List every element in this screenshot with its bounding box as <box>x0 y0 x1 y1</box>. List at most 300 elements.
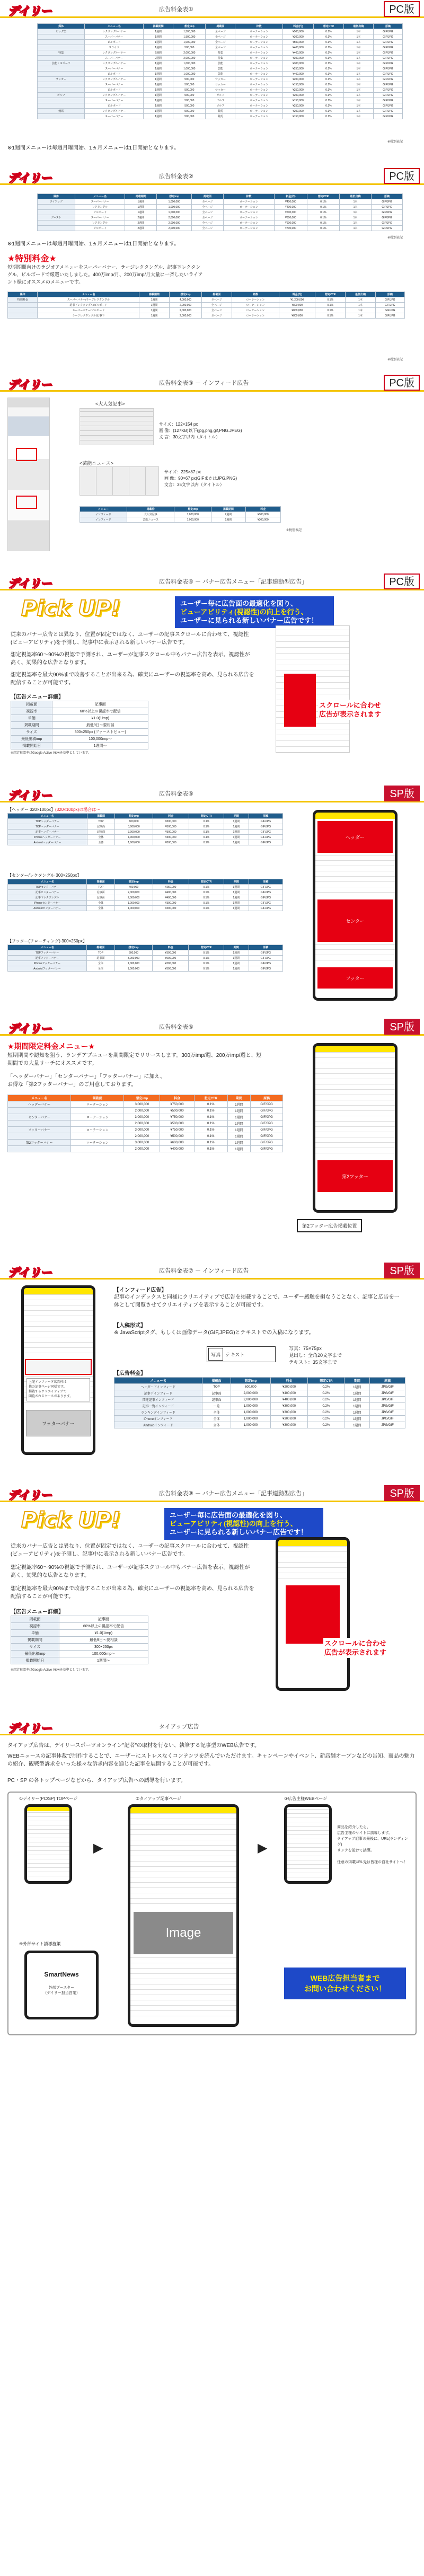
table-cell: GIF/JPG <box>249 830 282 835</box>
table-cell: 1本 <box>346 297 375 303</box>
table-cell: 1週間 <box>144 34 173 40</box>
table-cell: 0.1% <box>313 40 343 45</box>
table-cell: 0.1% <box>313 103 343 109</box>
table-cell: 1,000,000 <box>174 512 211 517</box>
table-cell: 全体 <box>202 1422 231 1428</box>
table-cell: 1週間 <box>139 308 169 313</box>
table-cell: 0.1% <box>313 109 343 114</box>
table-cell: ¥500,000 <box>282 29 313 34</box>
table-cell: 0.1% <box>313 61 343 66</box>
table-cell: 1本 <box>346 308 375 313</box>
table-cell: レクタングルバナー <box>85 50 144 56</box>
desc-2: 想定視認率60～90%の視認で予測され、ユーザーが記事スクロール中もバナー広告を表示。視認性が高く、効果的な広告となります。 <box>11 652 250 666</box>
table-cell: 1,000,000 <box>114 906 153 911</box>
table-cell: 0.1% <box>194 1127 227 1133</box>
section-sp-limited <box>0 1018 424 1251</box>
table-cell: Androidセンターバナー <box>8 906 87 911</box>
table-cell: 0.1% <box>315 308 346 313</box>
footnote: ※1週間メニューは毎週月曜開始、1ヵ月メニューは1日開始となります。 <box>7 145 180 151</box>
smartnews-sub: 外部ブースター （デイリー担当営業） <box>43 1986 80 1995</box>
sp-badge: SP版 <box>384 786 420 801</box>
table-cell: ローテーション <box>235 82 282 87</box>
table-cell: GIF/JPG <box>372 215 403 220</box>
table-cell: ¥1,200,000 <box>279 297 315 303</box>
table-cell: 1,000,000 <box>157 199 192 205</box>
desc-2: 想定視認率60～90%の視認で予測され、ユーザーが記事スクロール中もバナー広告を表示。視認性が高く、効果的な広告となります。 <box>11 1565 250 1578</box>
table-cell: 1週間 <box>125 205 157 210</box>
table-cell: 最低出稿imp <box>11 1651 59 1657</box>
table-cell: レクタングルバナー <box>85 29 144 34</box>
phone-mock <box>21 1285 95 1455</box>
table-row <box>38 93 403 98</box>
table-cell: 1,000,000 <box>114 966 153 972</box>
table-cell: GIF/JPG <box>372 205 403 210</box>
table-cell: ¥150,000 <box>282 114 313 119</box>
table-cell: 1,000,000 <box>231 1422 271 1428</box>
section-header <box>0 374 424 392</box>
table-cell: 視認率 <box>11 1623 59 1630</box>
table-cell: スーパーバナー <box>85 98 144 103</box>
table-cell <box>71 1146 124 1152</box>
table-cell: ゴルフ <box>38 93 85 98</box>
table-cell: ¥300,000 <box>153 906 189 911</box>
popular-articles-image <box>80 408 154 445</box>
table-cell: 3,000,000 <box>124 1127 160 1133</box>
table-row <box>38 40 403 45</box>
table-cell: GIF/JPG <box>373 77 402 82</box>
table-cell: 0.2% <box>308 1409 344 1416</box>
table-row <box>8 1121 283 1127</box>
article-text-bottom <box>130 1957 236 2021</box>
table-cell: ¥300,000 <box>153 835 189 840</box>
table-cell: GIF/JPG <box>373 98 402 103</box>
sp-badge: SP版 <box>384 1263 420 1278</box>
table-cell: ローテーション <box>223 215 274 220</box>
cta-line-1: WEB広告担当者まで <box>310 1974 380 1982</box>
table-cell: 1本 <box>343 87 373 93</box>
entertainment-label: <芸能ニュース> <box>80 461 114 466</box>
table-cell: 1,000,000 <box>173 66 206 72</box>
header-ad: ヘッダー <box>317 821 393 853</box>
table-cell: 1週間 <box>144 77 173 82</box>
table-cell: ¥400,000 <box>153 895 189 901</box>
table-cell: 2週間 <box>211 517 245 523</box>
table-cell <box>71 1121 124 1127</box>
table-cell: 0.1% <box>315 313 346 319</box>
spec-2: サイズ：225×87 px 画 像：90×67 px(GIFまたはJPG,PNG) 文言：35文字以内（タイトル） <box>164 470 237 487</box>
table-cell: 芸能・スポーツ <box>38 61 85 66</box>
table-cell: GIF/JPG <box>251 1108 283 1114</box>
table-cell: 1週間 <box>224 906 249 911</box>
column-header: 期間 <box>344 1378 370 1384</box>
table-cell: ¥750,000 <box>160 1114 194 1121</box>
table-cell: ローテーション <box>235 29 282 34</box>
table-cell: 0.1% <box>313 50 343 56</box>
column-header: メニュー名 <box>8 945 87 950</box>
table-cell: GIF/JPG <box>249 966 282 972</box>
phone-mock <box>313 1043 398 1213</box>
section-title: 広告料金表⑥ <box>159 1024 193 1030</box>
table-cell: 0.1% <box>189 890 224 895</box>
table-cell: 0.1% <box>313 77 343 82</box>
table-cell: 2週間 <box>125 220 157 226</box>
table-cell: iPhoneヘッダーバナー <box>8 835 87 840</box>
table-cell: 1週間～ <box>59 1657 148 1664</box>
table-cell: 1週間 <box>144 114 173 119</box>
table-row <box>11 1623 148 1630</box>
table-cell: 全ページ <box>192 205 224 210</box>
table-cell: 0.1% <box>189 956 224 961</box>
spec-1: サイズ：122×154 px 画 像：(127KB)以下(jpg,png,gif,PNG.JPEG) 文 言：30文字以内（タイトル） <box>159 422 242 439</box>
column-header: 想定imp <box>124 1095 160 1101</box>
table-cell: 0.2% <box>308 1397 344 1403</box>
section-header <box>0 572 424 590</box>
table-cell <box>38 226 75 231</box>
table-cell: ローテーション <box>232 303 279 308</box>
table-cell: 2週間 <box>211 512 245 517</box>
table-cell: 第2フッターバナー <box>8 1140 71 1146</box>
column-header: メニュー名 <box>8 814 87 819</box>
table-cell: ラージレクタングル/記事下 <box>38 313 139 319</box>
table-cell: 1週間 <box>227 1121 251 1127</box>
table-cell: 2週間 <box>144 56 173 61</box>
table-cell: 0.1% <box>189 824 224 830</box>
column-header: 原稿 <box>375 292 404 297</box>
table-cell: 0.2% <box>308 1416 344 1422</box>
section-pc-rate-2 <box>0 167 424 368</box>
table-cell: 1週間 <box>224 885 249 890</box>
table-cell: 500,000 <box>173 77 206 82</box>
table-cell: 0.1% <box>315 297 346 303</box>
brand-logo: デイリー <box>7 789 51 802</box>
table-cell: 0.2% <box>308 1390 344 1397</box>
table-cell: 2,000,000 <box>157 220 192 226</box>
table-cell: 1週間 <box>224 895 249 901</box>
phone-content <box>315 1052 395 1158</box>
phone-mock <box>276 1537 350 1691</box>
column-header: 想定CTR <box>315 292 346 297</box>
tax-note: ※税別表記 <box>387 236 403 240</box>
table-cell: 単価 <box>11 715 52 722</box>
column-header: 最低出稿 <box>339 194 371 199</box>
table-cell: GIF/JPG <box>373 109 402 114</box>
table-cell: 0.1% <box>307 210 340 215</box>
table-cell: レクタングルバナー <box>85 109 144 114</box>
table-cell: サイズ <box>11 729 52 736</box>
footer-banner: フッターバナー <box>26 1410 91 1436</box>
table-cell: 500,000 <box>173 98 206 103</box>
infeed-title: 【インフィード広告】 <box>114 1287 167 1293</box>
table-cell: 掲載開始日 <box>11 743 52 749</box>
table-cell: 1本 <box>343 77 373 82</box>
table-cell: 0.1% <box>189 840 224 845</box>
table-cell: ローテーション <box>235 93 282 98</box>
section-sp-infeed <box>0 1261 424 1474</box>
table-row <box>11 743 148 749</box>
rate-table-1 <box>37 23 403 119</box>
table-cell: 2週間 <box>125 215 157 220</box>
table-cell: GIF/JPG <box>375 308 404 313</box>
table-cell: ¥300,000 <box>153 950 189 956</box>
table-cell: 300×250px <box>59 1644 148 1651</box>
table-cell: 1週間 <box>139 313 169 319</box>
table-cell: ¥250,000 <box>282 66 313 72</box>
phone-topbar <box>315 1046 395 1052</box>
brand-logo: デイリー <box>7 577 51 590</box>
table-cell: ¥500,000 <box>160 1133 194 1140</box>
table-cell: 1週間 <box>227 1140 251 1146</box>
section-header <box>0 1018 424 1036</box>
table-cell: GIF/JPG <box>251 1140 283 1146</box>
table-cell: ¥800,000 <box>279 308 315 313</box>
table-cell: 1本 <box>343 72 373 77</box>
callout-line-3: ユーザーに見られる新しいバナー広告です！ <box>170 1528 308 1536</box>
column-header: 期間 <box>224 814 249 819</box>
spec-desc: ※ JavaScriptタグ、もしくは画像データ(GIF,JPEG)とテキストでの入稿になります。 <box>114 1330 314 1336</box>
table-cell: 500,000 <box>173 45 206 50</box>
table-cell: レクタングルバナー <box>85 93 144 98</box>
table-cell: タイアップ <box>38 199 75 205</box>
column-header: メニュー名 <box>85 24 144 29</box>
column-header: 料金(円) <box>279 292 315 297</box>
table-cell: 全ページ <box>192 199 224 205</box>
table-row <box>8 895 283 901</box>
table-cell: 1本 <box>343 103 373 109</box>
table-cell: 全ページ <box>202 297 232 303</box>
table-cell: 0.1% <box>307 199 340 205</box>
footer2-caption-box: 第2フッター広告掲載位置 <box>297 1219 362 1232</box>
table-cell: 1,000,000 <box>174 517 211 523</box>
callout-line-1: ユーザー毎に広告面の最適化を図り、 <box>180 599 298 607</box>
table-cell: ¥400,000 <box>282 50 313 56</box>
table-cell: ゴルフ <box>206 103 235 109</box>
table-cell: GIF/JPG <box>249 835 282 840</box>
callout-line-1: ユーザー毎に広告面の最適化を図り、 <box>170 1511 287 1519</box>
table-cell: 1本 <box>343 114 373 119</box>
table-cell: ¥300,000 <box>245 512 280 517</box>
table-cell: ローテーション <box>235 103 282 109</box>
step-2-phone <box>128 1804 239 2027</box>
table-cell: iPhoneインフィード <box>114 1416 202 1422</box>
table-row <box>38 29 403 34</box>
table-cell: GIF/JPG <box>373 114 402 119</box>
pickup-heading: Pick UP! <box>21 596 121 621</box>
table-cell: ¥600,000 <box>274 220 307 226</box>
table-cell: 1本 <box>343 40 373 45</box>
section-header <box>0 0 424 18</box>
table-cell: 1週間 <box>224 830 249 835</box>
table-cell: 最低出稿imp <box>11 736 52 743</box>
table-cell: 1本 <box>343 29 373 34</box>
phone-note: 上記インフィード広告枠は 他の記事ページ同様です。 掲載するクリエイティブで 閲覧されるケースがあります。 <box>26 1378 90 1401</box>
table-cell: 2,000,000 <box>169 303 202 308</box>
table-cell: ¥300,000 <box>270 1409 308 1416</box>
table-row <box>8 1133 283 1140</box>
special-title: ★特別料金★ <box>7 254 57 263</box>
table-cell: ¥400,000 <box>274 205 307 210</box>
table-cell: 掲載面 <box>11 1616 59 1623</box>
table-cell: 0.1% <box>313 87 343 93</box>
table-cell: 全ページ <box>202 303 232 308</box>
section-sp-article-linked <box>0 1484 424 1707</box>
step-4-label: ④外部サイト誘導施策 <box>19 1942 61 1946</box>
table-cell: GIF/JPG <box>372 226 403 231</box>
table-row <box>38 114 403 119</box>
table-row <box>114 1403 405 1409</box>
table-cell: GIF/JPG <box>249 901 282 906</box>
table-cell: 0.1% <box>189 950 224 956</box>
footer-rate-table <box>7 945 283 972</box>
table-cell: GIF/JPG <box>372 220 403 226</box>
table-cell: 3,000,000 <box>115 830 153 835</box>
table-cell: 記事センターバナー <box>8 890 87 895</box>
table-cell: 0.1% <box>313 34 343 40</box>
table-cell: 60%以上の視認率で配信 <box>59 1623 148 1630</box>
pc-badge: PC版 <box>384 1 420 17</box>
table-cell: 2,000,000 <box>114 890 153 895</box>
table-cell: ¥300,000 <box>282 34 313 40</box>
table-cell: 0.1% <box>194 1146 227 1152</box>
table-cell: 2週間 <box>144 50 173 56</box>
table-cell: 全ページ <box>202 313 232 319</box>
table-cell: 2,000,000 <box>231 1397 271 1403</box>
table-cell: スーパーバナー <box>75 215 125 220</box>
table-cell: ローテーション <box>232 313 279 319</box>
table-cell <box>38 98 85 103</box>
table-cell: 1週間 <box>344 1390 370 1397</box>
table-row <box>11 1616 148 1623</box>
table-cell: 3,000,000 <box>115 824 153 830</box>
column-header: 媒体 <box>38 24 85 29</box>
table-cell: 0.1% <box>313 29 343 34</box>
table-cell: 2,000,000 <box>124 1121 160 1127</box>
table-cell: ローテーション <box>232 308 279 313</box>
table-cell: 0.1% <box>194 1133 227 1140</box>
table-cell: TOPセンターバナー <box>8 885 87 890</box>
table-cell: 最低9日～要相談 <box>52 722 148 729</box>
table-cell: ローテーション <box>235 72 282 77</box>
table-cell: 0.1% <box>313 93 343 98</box>
brand-logo: デイリー <box>7 1022 51 1036</box>
column-header: 料金 <box>153 945 189 950</box>
column-header: 掲載期間 <box>139 292 169 297</box>
table-cell: ¥300,000 <box>270 1416 308 1422</box>
table-row <box>8 956 283 961</box>
table-header-row <box>8 879 283 885</box>
step-3-text: 商品を紹介したら、 広告主様のサイトに誘導します。 タイアップ記事の最後に、URL(ランディング) リンクを設けて誘導。 任意の掲載URL先は皆様の自社サイトへ！ <box>337 1825 408 1864</box>
table-cell: 4,000,000 <box>169 297 202 303</box>
step-2-label: ②タイアップ記事ページ <box>136 1796 182 1801</box>
table-row <box>38 77 403 82</box>
table-cell: ローテーション <box>235 50 282 56</box>
table-cell: 全体 <box>87 966 115 972</box>
table-cell: 0.1% <box>189 901 224 906</box>
limited-desc-1: 短期期間や認知を狙う、ランデアプニューを期間限定でリリースします。300万imp/週、200万imp/週と、短期間での大量リーチにオススメです。 <box>7 1053 262 1066</box>
table-cell: 記事面 <box>87 830 115 835</box>
table-cell: 1週間 <box>144 66 173 72</box>
tax-note: ※税別表記 <box>286 529 302 532</box>
table-cell: ローテーション <box>235 34 282 40</box>
table-row <box>114 1390 405 1397</box>
table-cell: 1週間 <box>224 890 249 895</box>
table-cell: TOPヘッダーバナー <box>8 819 87 824</box>
table-cell: 0.1% <box>194 1140 227 1146</box>
table-cell: ゴルフ <box>206 98 235 103</box>
table-cell: 掲載面 <box>11 701 52 708</box>
table-cell: iPhoneセンターバナー <box>8 901 87 906</box>
table-cell: ¥800,000 <box>279 303 315 308</box>
section-title: 広告料金表④ － バナー広告メニュー「記事連動型広告」 <box>159 579 307 585</box>
table-row <box>38 61 403 66</box>
section-pc-rate-1 <box>0 0 424 159</box>
table-cell <box>38 66 85 72</box>
table-cell: ¥400,000 <box>274 199 307 205</box>
column-header: 枠数 <box>223 194 274 199</box>
pc-badge: PC版 <box>384 375 420 391</box>
table-cell: GIF/JPG <box>373 66 402 72</box>
section-pc-article-linked <box>0 572 424 774</box>
table-cell: 500,000 <box>173 109 206 114</box>
table-cell <box>38 103 85 109</box>
table-cell: Androidヘッダーバナー <box>8 840 87 845</box>
table-cell: 全ページ <box>192 210 224 215</box>
table-cell: GIF/JPG <box>373 87 402 93</box>
step-1-label: ①デイリー(PC/SP) TOPページ <box>19 1796 78 1801</box>
table-cell: 1週間 <box>227 1114 251 1121</box>
table-cell: GIF/JPG <box>373 50 402 56</box>
brand-logo: デイリー <box>7 5 51 18</box>
column-header: 想定imp <box>174 507 211 512</box>
table-cell: レクタングルバナー <box>85 61 144 66</box>
table-cell: GIF/JPG <box>373 82 402 87</box>
table-cell: iPhoneフッターバナー <box>8 961 87 966</box>
table-cell: ローテーション <box>235 77 282 82</box>
table-row <box>11 722 148 729</box>
table-cell <box>8 308 38 313</box>
table-cell: TOP <box>87 885 115 890</box>
section-pc-infeed <box>0 374 424 564</box>
table-cell: ¥300,000 <box>153 819 189 824</box>
entertainment-news-image <box>80 466 159 496</box>
thumb-text: テキスト <box>225 1352 245 1357</box>
table-cell: ¥300,000 <box>153 901 189 906</box>
table-cell: ランキングインフィード <box>114 1409 202 1416</box>
table-cell: 1週間～ <box>52 743 148 749</box>
phone-topbar <box>24 1288 93 1294</box>
table-cell: 1本 <box>343 34 373 40</box>
table-cell: 競馬 <box>38 109 85 114</box>
center-size-label: 【センター/レクタングル 300×250px】 <box>7 873 82 878</box>
table-cell: 0.1% <box>313 98 343 103</box>
table-cell: GIF/JPG <box>249 956 282 961</box>
table-cell: 3,000,000 <box>124 1140 160 1146</box>
second-footer-ad: 第2フッター <box>317 1160 393 1192</box>
table-row <box>38 210 403 215</box>
table-cell: ¥300,000 <box>270 1422 308 1428</box>
table-cell: ビルボード <box>75 226 125 231</box>
table-cell: ¥500,000 <box>282 40 313 45</box>
column-header: 最低出稿 <box>346 292 375 297</box>
table-cell: ローテーション <box>235 98 282 103</box>
table-cell: 全ページ <box>206 29 235 34</box>
table-cell: GIF/JPG <box>249 961 282 966</box>
table-cell: 記事ヘッダーバナー <box>8 830 87 835</box>
table-cell: GIF/JPG <box>251 1146 283 1152</box>
table-row <box>38 34 403 40</box>
table-cell: ローテーション <box>71 1114 124 1121</box>
table-cell <box>8 313 38 319</box>
table-cell: 1本 <box>343 61 373 66</box>
